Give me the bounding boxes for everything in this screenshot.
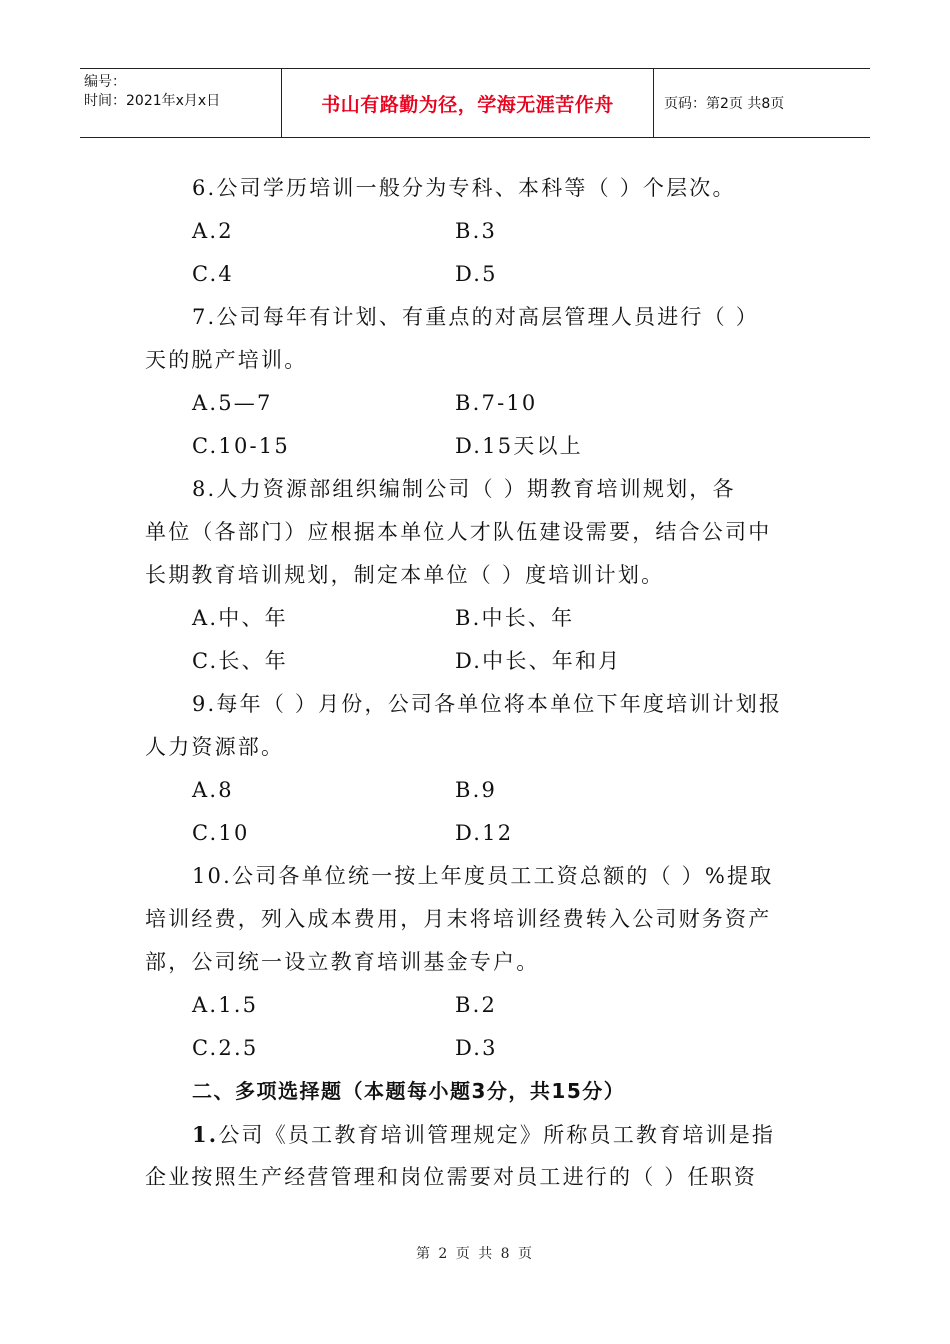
question-text-line: 人力资源部。 xyxy=(145,735,285,759)
question-text-line: 9.每年（ ）月份，公司各单位将本单位下年度培训计划报 xyxy=(192,692,783,716)
answer-option: A.2 xyxy=(192,219,234,243)
document-time-label: 时间：2021年x月x日 xyxy=(84,93,221,109)
options-row xyxy=(145,382,810,425)
answer-option: D.3 xyxy=(455,1036,498,1060)
answer-option: D.中长、年和月 xyxy=(455,649,622,673)
answer-option: B.3 xyxy=(455,219,498,243)
answer-option: B.9 xyxy=(455,778,498,802)
answer-option: B.中长、年 xyxy=(455,606,575,630)
header-motto: 书山有路勤为径，学海无涯苦作舟 xyxy=(282,69,654,137)
question-text-line: 培训经费，列入成本费用，月末将培训经费转入公司财务资产 xyxy=(145,907,772,931)
answer-option: B.7-10 xyxy=(455,391,538,415)
answer-option: C.10-15 xyxy=(192,434,290,458)
options-row xyxy=(145,597,810,640)
question-text-line: 7.公司每年有计划、有重点的对高层管理人员进行（ ） xyxy=(192,305,759,329)
answer-option: D.5 xyxy=(455,262,498,286)
options-row xyxy=(145,425,810,468)
page-footer: 第 2 页 共 8 页 xyxy=(415,1246,535,1262)
question-text-line: 单位（各部门）应根据本单位人才队伍建设需要，结合公司中 xyxy=(145,520,772,544)
answer-option: C.10 xyxy=(192,821,250,845)
document-number-label: 编号： xyxy=(84,74,126,90)
options-row xyxy=(145,210,810,253)
question-text-line: 天的脱产培训。 xyxy=(145,348,308,372)
options-row xyxy=(145,769,810,812)
question-text-line: 企业按照生产经营管理和岗位需要对员工进行的（ ）任职资 xyxy=(145,1165,758,1189)
answer-option: A.中、年 xyxy=(192,606,288,630)
options-row xyxy=(145,812,810,855)
answer-option: A.8 xyxy=(192,778,234,802)
question-text-line: 6.公司学历培训一般分为专科、本科等（ ）个层次。 xyxy=(192,176,736,200)
answer-option: C.长、年 xyxy=(192,649,288,673)
answer-option: C.4 xyxy=(192,262,234,286)
section-title: 二、多项选择题（本题每小题3分，共15分） xyxy=(192,1079,626,1103)
options-row xyxy=(145,984,810,1027)
answer-option: B.2 xyxy=(455,993,498,1017)
options-row xyxy=(145,640,810,683)
answer-option: D.12 xyxy=(455,821,514,845)
options-row xyxy=(145,1027,810,1070)
answer-option: A.1.5 xyxy=(192,993,259,1017)
question-list xyxy=(145,167,810,1070)
answer-option: C.2.5 xyxy=(192,1036,259,1060)
question-text-line: 长期教育培训规划，制定本单位（ ）度培训计划。 xyxy=(145,563,665,587)
page-header xyxy=(80,68,870,138)
header-meta xyxy=(80,69,282,137)
header-page-info: 页码：第2页 共8页 xyxy=(664,96,785,112)
question-text-line: 10.公司各单位统一按上年度员工工资总额的（ ）%提取 xyxy=(192,864,774,888)
question-content xyxy=(145,167,810,1199)
question-text: 公司《员工教育培训管理规定》所称员工教育培训是指 xyxy=(218,1123,776,1147)
answer-option: D.15天以上 xyxy=(455,434,583,458)
question-text-line xyxy=(145,1113,810,1156)
question-number: 1. xyxy=(192,1122,219,1147)
options-row xyxy=(145,253,810,296)
question-text-line: 部，公司统一设立教育培训基金专户。 xyxy=(145,950,540,974)
answer-option: A.5—7 xyxy=(192,391,273,415)
question-text-line: 8.人力资源部组织编制公司（ ）期教育培训规划，各 xyxy=(192,477,736,501)
